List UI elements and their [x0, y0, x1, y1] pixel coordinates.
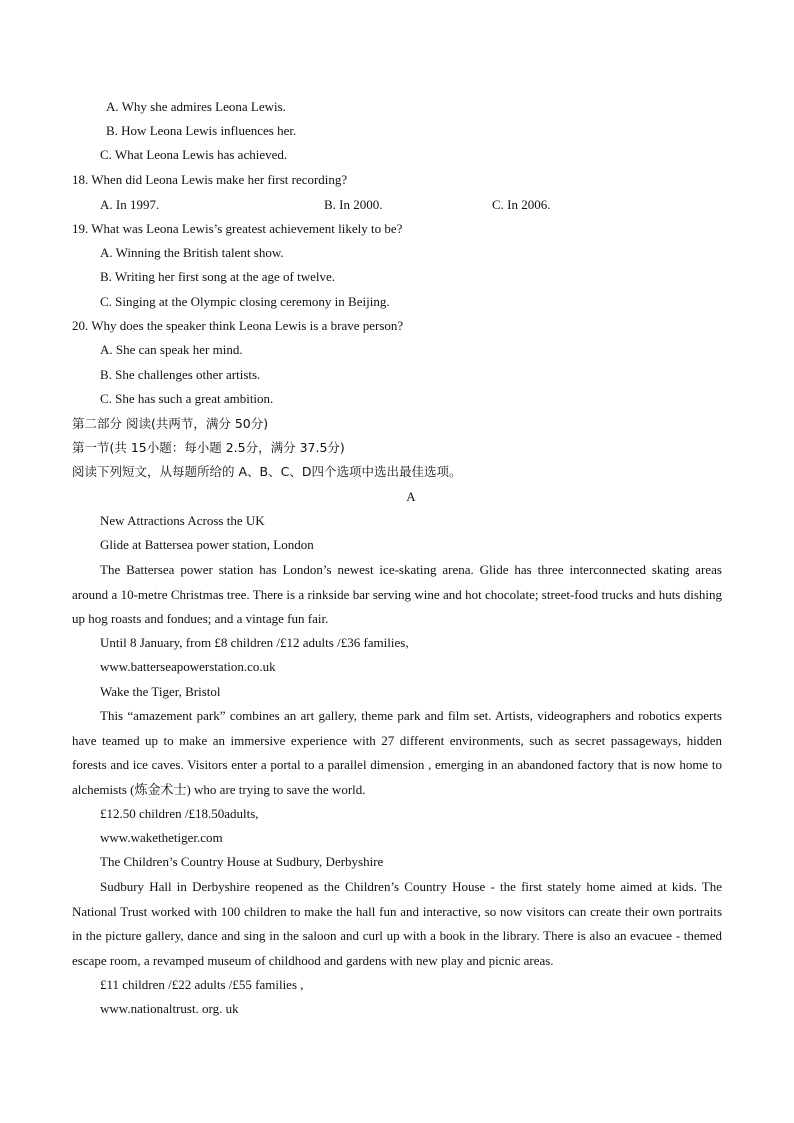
item2-body: This “amazement park” combines an art gallery, theme park and film set. Artists, videographers and robotics experts have teamed up to make an immersive experience with 27 different environments, such as secret passageways, hidden forests and ice caves. Visitors enter a portal to a parallel dimension , emerging in an abandoned factory that is now home to alchemists (炼金术士) who are trying to save the world.: [72, 708, 722, 797]
q20-option-c: C. She has such a great ambition.: [100, 391, 274, 406]
item2-title: Wake the Tiger, Bristol: [100, 684, 221, 699]
reading-instruction: 阅读下列短文，从每题所给的 A、B、C、D四个选项中选出最佳选项。: [72, 464, 462, 479]
item1-url: www.batterseapowerstation.co.uk: [100, 659, 276, 674]
q18-option-c: C. In 2006.: [492, 197, 551, 212]
item1-price: Until 8 January, from £8 children /£12 adults /£36 families,: [100, 635, 409, 650]
q19-option-b: B. Writing her first song at the age of twelve.: [100, 269, 335, 284]
q17-option-b: B. How Leona Lewis influences her.: [106, 123, 297, 138]
item3-url: www.nationaltrust. org. uk: [100, 1001, 239, 1016]
item2-url: www.wakethetiger.com: [100, 830, 223, 845]
q20-option-a: A. She can speak her mind.: [100, 342, 243, 357]
q19-question: 19. What was Leona Lewis’s greatest achievement likely to be?: [72, 221, 403, 236]
q17-option-c: C. What Leona Lewis has achieved.: [100, 147, 288, 162]
passage-heading: New Attractions Across the UK: [100, 513, 265, 528]
q18-options: [0, 197, 794, 213]
q18-question: 18. When did Leona Lewis make her first recording?: [72, 172, 348, 187]
part2-title: 第二部分 阅读(共两节，满分 50分): [72, 416, 269, 431]
q19-option-c: C. Singing at the Olympic closing ceremony in Beijing.: [100, 294, 390, 309]
section1-title: 第一节(共 15小题：每小题 2.5分，满分 37.5分): [72, 440, 345, 455]
item3-title: The Children’s Country House at Sudbury, Derbyshire: [100, 854, 384, 869]
item3-body: Sudbury Hall in Derbyshire reopened as the Children’s Country House - the first stately home aimed at kids. The National Trust worked with 100 children to make the hall fun and interactive, so now visitors can create their own portraits in the picture gallery, dance and sing in the saloon and curl up with a book in the library. There is also an evacuee - themed escape room, a revamped museum of childhood and gardens with new play and picnic areas.: [72, 879, 722, 968]
item1-body: The Battersea power station has London’s newest ice-skating arena. Glide has three interconnected skating areas around a 10-metre Christmas tree. There is a rinkside bar serving wine and hot chocolate; street-food trucks and huts dishing up hog roasts and fondues; and a vintage fun fair.: [72, 562, 722, 626]
item1-title: Glide at Battersea power station, London: [100, 537, 314, 552]
item2-price: £12.50 children /£18.50adults,: [100, 806, 259, 821]
q17-option-a: A. Why she admires Leona Lewis.: [106, 99, 286, 114]
q18-option-a: A. In 1997.: [100, 197, 160, 212]
q20-option-b: B. She challenges other artists.: [100, 367, 261, 382]
q20-question: 20. Why does the speaker think Leona Lewis is a brave person?: [72, 318, 404, 333]
item3-price: £11 children /£22 adults /£55 families ,: [100, 977, 304, 992]
passage-letter: A: [406, 489, 416, 504]
q19-option-a: A. Winning the British talent show.: [100, 245, 284, 260]
q18-option-b: B. In 2000.: [324, 197, 383, 212]
